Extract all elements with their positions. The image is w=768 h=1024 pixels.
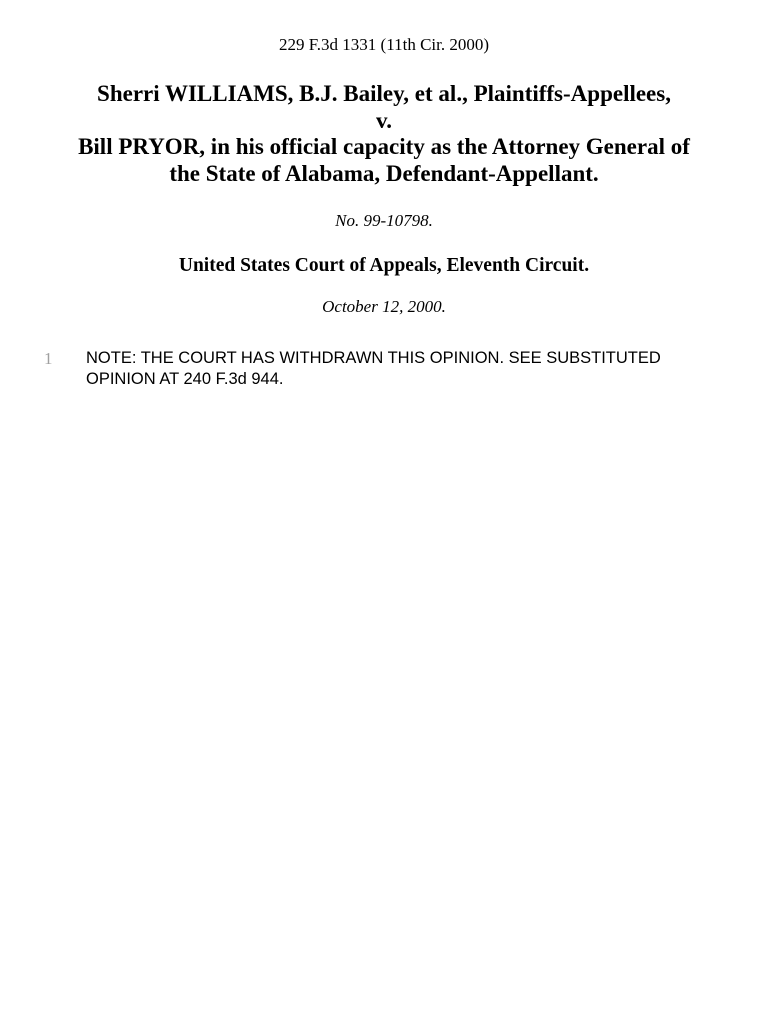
case-citation: 229 F.3d 1331 (11th Cir. 2000) [278,35,490,54]
court-name: United States Court of Appeals, Eleventh Circuit. [178,255,590,276]
case-title [30,81,738,187]
case-title-versus: v. [376,107,392,133]
decision-date: October 12, 2000. [322,297,446,316]
paragraph-number: 1 [44,349,53,368]
case-title-defendant-line-1: Bill PRYOR, in his official capacity as the Attorney General of [78,134,690,159]
docket-number: No. 99-10798. [335,211,433,230]
case-title-defendant-line-2: the State of Alabama, Defendant-Appellant. [169,160,599,186]
paragraph-text: NOTE: THE COURT HAS WITHDRAWN THIS OPINION. SEE SUBSTITUTED OPINION AT 240 F.3d 944. [86,349,661,388]
case-title-plaintiffs: Sherri WILLIAMS, B.J. Bailey, et al., Plaintiffs-Appellees, [97,81,671,106]
